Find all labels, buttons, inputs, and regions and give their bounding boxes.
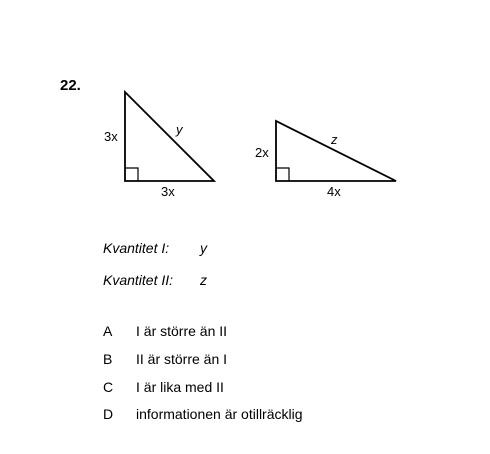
option-b-letter: B <box>103 351 113 367</box>
triangle-1-vertical-label: 3x <box>104 129 118 144</box>
quantity-1-label: Kvantitet I: <box>103 240 170 256</box>
right-angle-marker <box>276 168 289 181</box>
option-d-text: informationen är otillräcklig <box>136 406 303 422</box>
triangle-1-horizontal-label: 3x <box>161 184 175 199</box>
quantity-2-value: z <box>200 272 207 288</box>
triangle-2-horizontal-label: 4x <box>327 184 341 199</box>
option-a-text: I är större än II <box>136 323 228 339</box>
triangle-2-hypotenuse-label: z <box>331 132 338 147</box>
triangle-2-vertical-label: 2x <box>255 145 269 160</box>
triangle-2 <box>255 121 396 199</box>
quantity-2 <box>103 272 207 288</box>
triangle-1-hypotenuse-label: y <box>176 122 183 137</box>
quantity-1-value: y <box>200 240 207 256</box>
quantity-2-label: Kvantitet II: <box>103 272 174 288</box>
quantity-1 <box>103 240 207 256</box>
triangle-1 <box>104 92 214 199</box>
option-a-letter: A <box>103 323 113 339</box>
option-d-letter: D <box>103 406 114 422</box>
right-angle-marker <box>125 168 138 181</box>
option-c-letter: C <box>103 379 114 395</box>
option-c-text: I är lika med II <box>136 379 224 395</box>
option-b-text: II är större än I <box>136 351 228 367</box>
question-number: 22. <box>60 77 81 94</box>
